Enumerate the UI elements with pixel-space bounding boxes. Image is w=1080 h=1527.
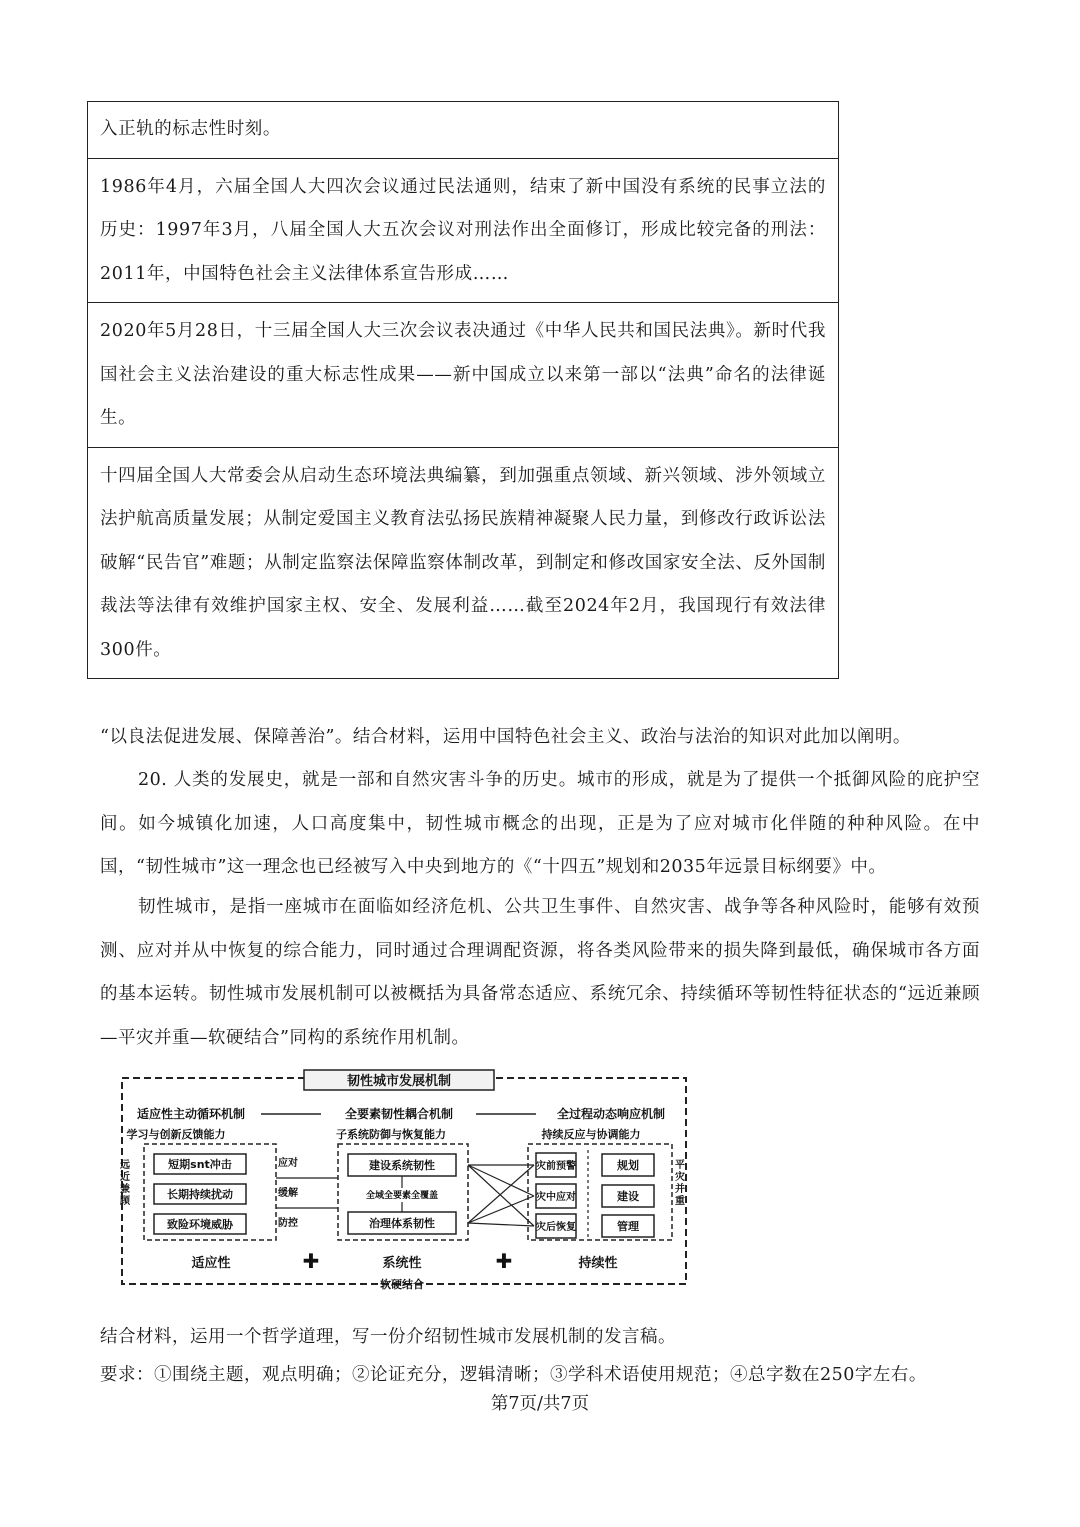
question-19-prompt: “以良法促进发展、保障善治”。结合材料，运用中国特色社会主义、政治与法治的知识对此加以阐明。 [100, 727, 911, 747]
question-20-task: 结合材料，运用一个哲学道理，写一份介绍韧性城市发展机制的发言稿。 [100, 1327, 676, 1347]
right-outer-3: 管理 [617, 1220, 639, 1233]
mechanism-3: 全过程动态响应机制 [556, 1107, 666, 1121]
bottom-caption: 软硬结合 [380, 1278, 424, 1291]
bottom-label-1: 适应性 [191, 1256, 231, 1271]
material-row-2: 1986年4月，六届全国人大四次会议通过民法通则，结束了新中国没有系统的民事立法的历史：1997年3月，八届全国人大五次会议对刑法作出全面修订，形成比较完备的刑法：2011年，中国特色社会主义法律体系宣告形成…… [88, 158, 838, 303]
right-outer-2: 建设 [617, 1190, 639, 1203]
left-action-1: 应对 [278, 1158, 298, 1169]
material-row-3: 2020年5月28日，十三届全国人大三次会议表决通过《中华人民共和国民法典》。新时代我国社会主义法治建设的重大标志性成果——新中国成立以来第一部以“法典”命名的法律诞生。 [88, 302, 838, 447]
right-inner-2: 灾中应对 [536, 1192, 576, 1203]
middle-box-1-label: 建设系统韧性 [369, 1159, 435, 1172]
material-row-1: 入正轨的标志性时刻。 [100, 119, 281, 139]
resilient-city-diagram [116, 1068, 692, 1294]
left-side-label: 远近兼顾 [120, 1160, 130, 1207]
middle-box-3-label: 治理体系韧性 [369, 1217, 435, 1230]
page-footer: 第7页/共7页 [490, 1394, 590, 1414]
left-box-3-label: 致险环境威胁 [167, 1218, 233, 1231]
crossing-connectors [468, 1165, 534, 1226]
question-20-paragraph-2: 韧性城市，是指一座城市在面临如经济危机、公共卫生事件、自然灾害、战争等各种风险时，能够有效预测、应对并从中恢复的综合能力，同时通过合理调配资源，将各类风险带来的损失降到最低，确保城市各方面的基本运转。韧性城市发展机制可以被概括为具备常态适应、系统冗余、持续循环等韧性特征状态的“远近兼顾—平灾并重—软硬结合”同构的系统作用机制。 [100, 897, 980, 1048]
ability-1: 学习与创新反馈能力 [126, 1128, 226, 1141]
mechanism-1: 适应性主动循环机制 [136, 1107, 246, 1121]
left-action-3: 防控 [278, 1218, 298, 1229]
bottom-label-2: 系统性 [382, 1256, 422, 1271]
mechanism-2: 全要素韧性耦合机制 [344, 1107, 454, 1121]
question-20-paragraph-1: 20. 人类的发展史，就是一部和自然灾害斗争的历史。城市的形成，就是为了提供一个抵御风险的庇护空间。如今城镇化加速，人口高度集中，韧性城市概念的出现，正是为了应对城市化伴随的种种风险。在中国，“韧性城市”这一理念也已经被写入中央到地方的《“十四五”规划和2035年远景目标纲要》中。 [100, 770, 980, 877]
plus-icon-2: ✚ [495, 1249, 513, 1273]
material-row-4: 十四届全国人大常委会从启动生态环境法典编纂，到加强重点领域、新兴领域、涉外领域立法护航高质量发展；从制定爱国主义教育法弘扬民族精神凝聚人民力量，到修改行政诉讼法破解“民告官”难题；从制定监察法保障监察体制改革，到制定和修改国家安全法、反外国制裁法等法律有效维护国家主权、安全、发展利益……截至2024年2月，我国现行有效法律300件。 [88, 447, 838, 679]
question-20-requirements: 要求：①围绕主题，观点明确；②论证充分，逻辑清晰；③学科术语使用规范；④总字数在250字左右。 [100, 1365, 927, 1385]
right-inner-1: 灾前预警 [536, 1161, 576, 1172]
ability-2: 子系统防御与恢复能力 [336, 1128, 446, 1141]
plus-icon-1: ✚ [302, 1249, 320, 1273]
middle-box-2-label: 全域全要素全覆盖 [365, 1191, 439, 1201]
left-box-1-label: 短期snt冲击 [168, 1158, 232, 1171]
left-box-2-label: 长期持续扰动 [167, 1188, 233, 1201]
material-table [87, 101, 839, 679]
diagram-title: 韧性城市发展机制 [346, 1074, 452, 1089]
ability-3: 持续反应与协调能力 [541, 1128, 641, 1141]
right-inner-3: 灾后恢复 [536, 1222, 576, 1233]
right-side-label: 平灾并重 [675, 1160, 685, 1207]
bottom-label-3: 持续性 [578, 1256, 618, 1271]
right-outer-1: 规划 [617, 1159, 639, 1172]
left-action-2: 缓解 [278, 1188, 298, 1199]
